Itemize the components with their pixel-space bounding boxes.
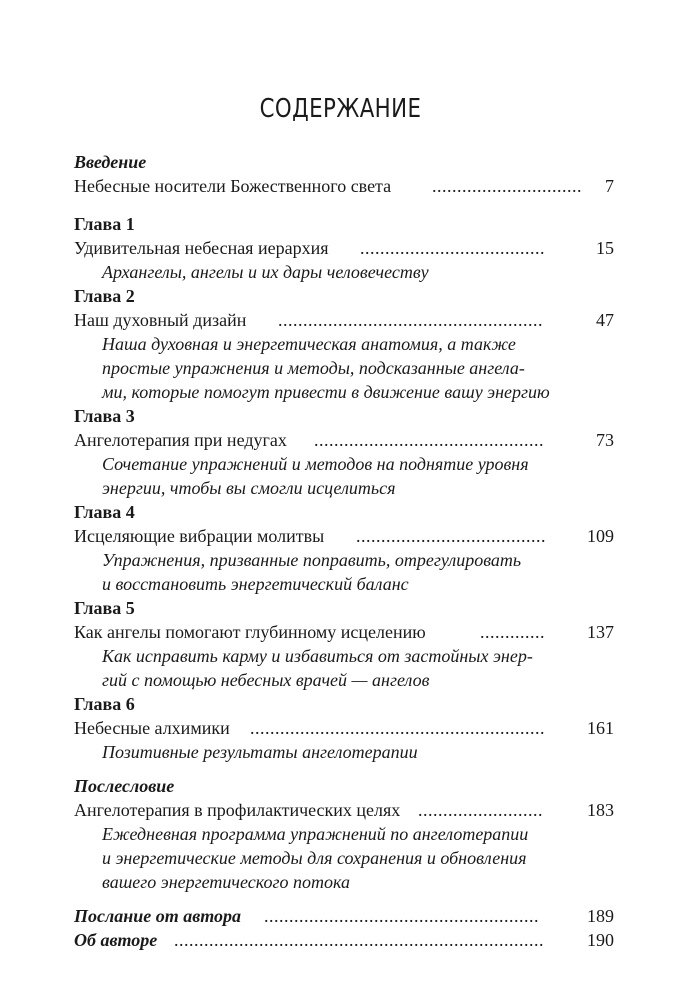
toc-entry-ch6 (74, 716, 614, 740)
dot-leader: ..................................... (360, 238, 545, 258)
section-heading-intro: Введение (74, 152, 147, 172)
chapter-description: Ежедневная программа упражнений по ангелотерапии (102, 824, 529, 844)
section-heading-afterword: Послесловие (74, 776, 175, 796)
chapter-description: гий с помощью небесных врачей — ангелов (102, 670, 430, 690)
chapter-heading-5: Глава 5 (74, 598, 135, 618)
toc-entry-ch3 (74, 428, 614, 452)
chapter-heading-4: Глава 4 (74, 502, 135, 522)
chapter-description: вашего энергетического потока (102, 872, 350, 892)
chapter-description: Позитивные результаты ангелотерапии (102, 742, 418, 762)
toc-entry-title: Об авторе (74, 930, 158, 950)
chapter-heading-3: Глава 3 (74, 406, 135, 426)
chapter-description: ми, которые помогут привести в движение вашу энергию (102, 382, 550, 402)
toc-entry-page: 161 (587, 718, 614, 738)
chapter-description: Сочетание упражнений и методов на поднятие уровня (102, 454, 529, 474)
chapter-heading-6: Глава 6 (74, 694, 135, 714)
toc-entry-page: 183 (587, 800, 614, 820)
toc-entry-title: Как ангелы помогают глубинному исцелению (74, 622, 426, 642)
toc-entry-page: 15 (596, 238, 614, 258)
toc-entry-title: Ангелотерапия в профилактических целях (74, 800, 401, 820)
dot-leader: ....................................................... (264, 906, 539, 926)
toc-entry-page: 137 (587, 622, 614, 642)
chapter-heading-2: Глава 2 (74, 286, 135, 306)
toc-entry-title: Небесные носители Божественного света (74, 176, 392, 196)
toc-entry-intro (74, 174, 614, 198)
dot-leader: ...................................... (356, 526, 546, 546)
toc-entry-title: Наш духовный дизайн (74, 310, 247, 330)
toc-entry-ch1 (74, 236, 614, 260)
chapter-description: энергии, чтобы вы смогли исцелиться (102, 478, 396, 498)
chapter-description: Архангелы, ангелы и их дары человечеству (102, 262, 429, 282)
toc-entry-message (74, 904, 614, 928)
toc-entry-afterword (74, 798, 614, 822)
page-title: СОДЕРЖАНИЕ (259, 94, 422, 124)
dot-leader: .............................. (432, 176, 582, 196)
chapter-description: Наша духовная и энергетическая анатомия, а также (102, 334, 516, 354)
toc-entry-title: Исцеляющие вибрации молитвы (74, 526, 325, 546)
dot-leader: ............. (480, 622, 545, 642)
toc-entry-title: Ангелотерапия при недугах (74, 430, 287, 450)
chapter-description: и энергетические методы для сохранения и обновления (102, 848, 527, 868)
table-of-contents (74, 150, 614, 952)
toc-entry-title: Небесные алхимики (74, 718, 230, 738)
toc-entry-page: 73 (596, 430, 614, 450)
toc-entry-ch5 (74, 620, 614, 644)
chapter-description: Упражнения, призванные поправить, отрегулировать (102, 550, 522, 570)
chapter-description: и восстановить энергетический баланс (102, 574, 409, 594)
toc-entry-page: 7 (605, 176, 614, 196)
dot-leader: .......................................................................... (174, 930, 544, 950)
toc-entry-page: 190 (587, 930, 614, 950)
toc-entry-title: Послание от автора (74, 906, 242, 926)
toc-entry-page: 47 (596, 310, 614, 330)
dot-leader: ..................................................... (278, 310, 543, 330)
toc-entry-about (74, 928, 614, 952)
toc-entry-page: 189 (587, 906, 614, 926)
dot-leader: ......................... (418, 800, 543, 820)
chapter-heading-1: Глава 1 (74, 214, 135, 234)
chapter-description: Как исправить карму и избавиться от застойных энер- (102, 646, 533, 666)
toc-entry-ch2 (74, 308, 614, 332)
toc-entry-title: Удивительная небесная иерархия (74, 238, 329, 258)
toc-entry-page: 109 (587, 526, 614, 546)
dot-leader: ........................................................... (250, 718, 545, 738)
toc-entry-ch4 (74, 524, 614, 548)
chapter-description: простые упражнения и методы, подсказанные ангела- (102, 358, 525, 378)
dot-leader: .............................................. (314, 430, 544, 450)
